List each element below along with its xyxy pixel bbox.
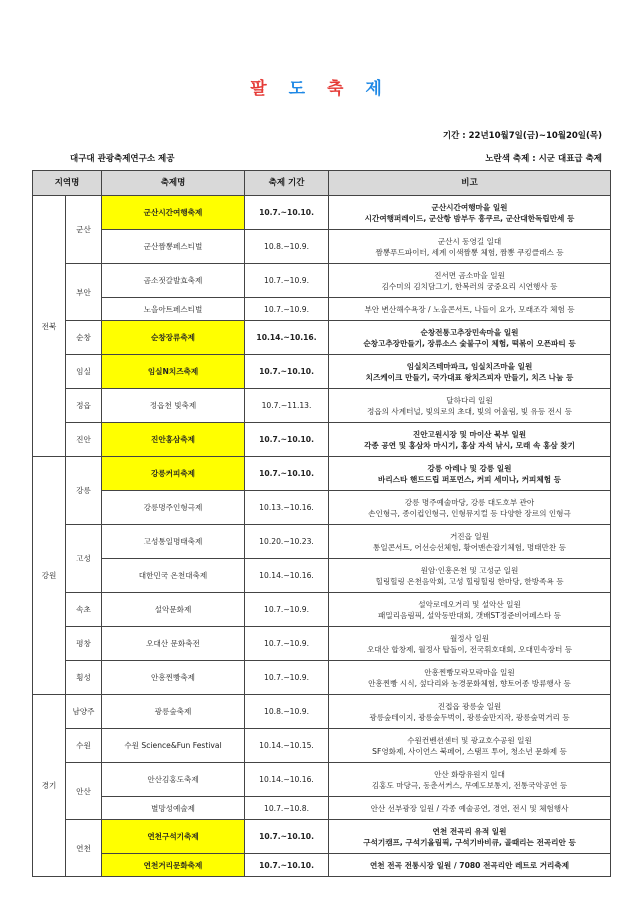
note-line: 강릉 아레나 및 강릉 일원 bbox=[427, 463, 512, 473]
festival-name: 정읍천 빛축제 bbox=[102, 389, 245, 423]
region-cell: 전북 bbox=[33, 196, 66, 457]
festival-name: 진안홍삼축제 bbox=[102, 423, 245, 457]
festival-note bbox=[329, 321, 611, 355]
festival-date: 10.7.~10.10. bbox=[245, 457, 329, 491]
city-cell: 순창 bbox=[66, 321, 102, 355]
table-row bbox=[33, 525, 611, 559]
title-char: 팔 bbox=[250, 79, 275, 99]
festival-note bbox=[329, 423, 611, 457]
note-line: 진안고원시장 및 마이산 북부 일원 bbox=[412, 429, 527, 439]
city-cell: 횡성 bbox=[66, 661, 102, 695]
festival-name: 고성통일명태축제 bbox=[102, 525, 245, 559]
festival-date: 10.14.~10.16. bbox=[245, 763, 329, 797]
festival-date: 10.7.~10.9. bbox=[245, 264, 329, 298]
note-line: 순창고추장만들기, 장류소스 숯불구이 체험, 떡볶이 오픈파티 등 bbox=[363, 338, 576, 348]
city-cell: 진안 bbox=[66, 423, 102, 457]
note-line: 순창전통고추장민속마을 일원 bbox=[420, 327, 519, 337]
festival-name: 군산시간여행축제 bbox=[102, 196, 245, 230]
festival-note bbox=[329, 298, 611, 321]
city-cell: 속초 bbox=[66, 593, 102, 627]
note-line: 군산시간여행마을 일원 bbox=[431, 202, 508, 212]
festival-note bbox=[329, 797, 611, 820]
note-line: 월정사 일원 bbox=[449, 633, 490, 643]
festival-name: 연천거리문화축제 bbox=[102, 854, 245, 877]
festival-name: 대한민국 온천대축제 bbox=[102, 559, 245, 593]
festival-date: 10.7.~10.9. bbox=[245, 298, 329, 321]
city-cell: 정읍 bbox=[66, 389, 102, 423]
festival-note bbox=[329, 763, 611, 797]
festival-date: 10.7.~10.9. bbox=[245, 593, 329, 627]
festival-note bbox=[329, 661, 611, 695]
note-line: 김홍도 마당극, 동춘서커스, 무예도보통지, 전통국악공연 등 bbox=[371, 780, 568, 790]
festival-name: 안흥찐빵축제 bbox=[102, 661, 245, 695]
festival-date: 10.7.~10.10. bbox=[245, 423, 329, 457]
note-line: 시간여행퍼레이드, 군산항 밤부두 흥쿠르, 군산대한독립만세 등 bbox=[364, 213, 575, 223]
festival-date: 10.7.~10.9. bbox=[245, 661, 329, 695]
festival-date: 10.13.~10.16. bbox=[245, 491, 329, 525]
note-line: 거진읍 일원 bbox=[449, 531, 490, 541]
festival-date: 10.14.~10.16. bbox=[245, 321, 329, 355]
header-date: 축제 기간 bbox=[245, 171, 329, 196]
festival-note bbox=[329, 729, 611, 763]
table-row bbox=[33, 797, 611, 820]
note-line: 짬뽕푸드파이터, 세계 이색짬뽕 체험, 짬뽕 쿠킹클래스 등 bbox=[375, 247, 564, 257]
table-row bbox=[33, 491, 611, 525]
festival-name: 설악문화제 bbox=[102, 593, 245, 627]
festival-name: 별망성예술제 bbox=[102, 797, 245, 820]
note-line: 힐링힐링 온천음악회, 고성 힐링힐링 한마당, 한방족욕 등 bbox=[375, 576, 564, 586]
table-row bbox=[33, 763, 611, 797]
note-line: 안흥찐빵 시식, 섶다리와 농경문화체험, 향토어종 방류행사 등 bbox=[368, 678, 571, 688]
note-line: 바리스타 핸드드립 퍼포먼스, 커피 세미나, 커피체험 등 bbox=[378, 474, 562, 484]
note-line: 통일콘서트, 어선승선체험, 황어맨손잡기체험, 명태만찬 등 bbox=[373, 542, 566, 552]
festival-name: 광릉숲축제 bbox=[102, 695, 245, 729]
table-row bbox=[33, 457, 611, 491]
city-cell: 임실 bbox=[66, 355, 102, 389]
header-note: 비고 bbox=[329, 171, 611, 196]
festival-name: 노을아트페스티벌 bbox=[102, 298, 245, 321]
festival-name: 강릉명주인형극제 bbox=[102, 491, 245, 525]
table-row bbox=[33, 593, 611, 627]
table-row bbox=[33, 321, 611, 355]
festival-date: 10.14.~10.16. bbox=[245, 559, 329, 593]
festival-note bbox=[329, 820, 611, 854]
note-line: 군산시 동영길 일대 bbox=[437, 236, 502, 246]
city-cell: 안산 bbox=[66, 763, 102, 820]
city-cell: 군산 bbox=[66, 196, 102, 264]
festival-name: 순창장류축제 bbox=[102, 321, 245, 355]
table-row bbox=[33, 230, 611, 264]
table-row bbox=[33, 298, 611, 321]
festival-name: 오대산 문화축전 bbox=[102, 627, 245, 661]
table-row bbox=[33, 695, 611, 729]
note-line: 연천 전곡리 유적 일원 bbox=[432, 826, 507, 836]
festival-name: 수원 Science&Fun Festival bbox=[102, 729, 245, 763]
festival-date: 10.8.~10.9. bbox=[245, 230, 329, 264]
table-row bbox=[33, 389, 611, 423]
festival-note bbox=[329, 854, 611, 877]
festival-note bbox=[329, 695, 611, 729]
note-line: 오대산 합창제, 월정사 탑돌이, 전국휘호대회, 오대민속장터 등 bbox=[366, 644, 573, 654]
festival-note bbox=[329, 196, 611, 230]
festival-date: 10.7.~10.10. bbox=[245, 355, 329, 389]
table-row bbox=[33, 559, 611, 593]
header-festival: 축제명 bbox=[102, 171, 245, 196]
table-row bbox=[33, 729, 611, 763]
festival-date: 10.7.~10.10. bbox=[245, 820, 329, 854]
festival-date: 10.14.~10.15. bbox=[245, 729, 329, 763]
city-cell: 고성 bbox=[66, 525, 102, 593]
note-line: 안산 선부광장 일원 / 각종 예술공연, 경연, 전시 및 체험행사 bbox=[370, 803, 569, 813]
table-row bbox=[33, 854, 611, 877]
note-line: 구석기캠프, 구석기올림픽, 구석기바비큐, 골때리는 전곡리안 등 bbox=[363, 837, 576, 847]
note-line: 각종 공연 및 홍삼차 마시기, 홍삼 자석 낚시, 모래 속 홍삼 찾기 bbox=[364, 440, 575, 450]
festival-note bbox=[329, 355, 611, 389]
note-line: 정읍의 사계터널, 빛의로의 초대, 빛의 어울림, 빛 유등 전시 등 bbox=[367, 406, 573, 416]
note-line: SF영화제, 사이언스 북페어, 스탬프 투어, 청소년 문화제 등 bbox=[372, 746, 567, 756]
note-line: 김수미의 김치담그기, 한복러의 궁중요리 시연행사 등 bbox=[381, 281, 558, 291]
festival-name: 군산짬뽕페스티벌 bbox=[102, 230, 245, 264]
festival-note bbox=[329, 389, 611, 423]
note-line: 광릉숲테이지, 광릉숲두벅이, 광릉숲만지작, 광릉숲먹거리 등 bbox=[369, 712, 570, 722]
festival-date: 10.7.~10.10. bbox=[245, 196, 329, 230]
festival-date: 10.7.~10.9. bbox=[245, 627, 329, 661]
note-line: 부안 변산해수욕장 / 노을콘서트, 나들이 요가, 모래조각 체험 등 bbox=[364, 304, 575, 314]
festival-date: 10.7.~11.13. bbox=[245, 389, 329, 423]
festival-note bbox=[329, 230, 611, 264]
city-cell: 남양주 bbox=[66, 695, 102, 729]
title-char: 도 bbox=[288, 79, 314, 99]
note-line: 연천 전곡 전통시장 일원 / 7080 전곡리안 레트로 거리축제 bbox=[369, 860, 570, 870]
note-line: 설악로데오거리 및 설악산 일원 bbox=[418, 599, 521, 609]
festival-name: 임실N치즈축제 bbox=[102, 355, 245, 389]
city-cell: 평창 bbox=[66, 627, 102, 661]
table-row bbox=[33, 423, 611, 457]
note-line: 임실치즈테마파크, 임실치즈마을 일원 bbox=[406, 361, 533, 371]
festival-table bbox=[32, 170, 611, 877]
festival-date: 10.7.~10.8. bbox=[245, 797, 329, 820]
festival-name: 강릉커피축제 bbox=[102, 457, 245, 491]
note-line: 달하다리 일원 bbox=[446, 395, 493, 405]
city-cell: 부안 bbox=[66, 264, 102, 321]
festival-date: 10.7.~10.10. bbox=[245, 854, 329, 877]
note-line: 진서면 곰소마을 일원 bbox=[434, 270, 505, 280]
table-row bbox=[33, 196, 611, 230]
region-cell: 강원 bbox=[33, 457, 66, 695]
festival-note bbox=[329, 525, 611, 559]
note-line: 치즈케이크 만들기, 국가대표 왕치즈피자 만들기, 치즈 나눔 등 bbox=[365, 372, 574, 382]
note-line: 진접읍 광릉숲 일원 bbox=[437, 701, 502, 711]
festival-date: 10.20.~10.23. bbox=[245, 525, 329, 559]
festival-period: 기간 : 22년10월7일(금)~10월20일(목) bbox=[442, 131, 602, 141]
page-title bbox=[0, 74, 640, 99]
festival-name: 곰소젓갈발효축제 bbox=[102, 264, 245, 298]
highlight-notice: 노란색 축제 : 시군 대표급 축제 bbox=[485, 154, 602, 164]
festival-note bbox=[329, 559, 611, 593]
table-row bbox=[33, 355, 611, 389]
festival-note bbox=[329, 593, 611, 627]
festival-note bbox=[329, 264, 611, 298]
festival-name: 안산김홍도축제 bbox=[102, 763, 245, 797]
region-cell: 경기 bbox=[33, 695, 66, 877]
note-line: 원암·인흥온천 및 고성군 일원 bbox=[420, 565, 519, 575]
table-header-row bbox=[33, 171, 611, 196]
festival-date: 10.8.~10.9. bbox=[245, 695, 329, 729]
city-cell: 강릉 bbox=[66, 457, 102, 525]
title-char: 제 bbox=[365, 79, 390, 99]
table-row bbox=[33, 820, 611, 854]
city-cell: 수원 bbox=[66, 729, 102, 763]
festival-note bbox=[329, 491, 611, 525]
note-line: 안흥찐빵모락모락마을 일원 bbox=[424, 667, 515, 677]
provider-credit: 대구대 관광축제연구소 제공 bbox=[70, 154, 175, 164]
title-char: 축 bbox=[326, 79, 352, 99]
festival-note bbox=[329, 627, 611, 661]
note-line: 패밀리음림픽, 설악동반대회, 갯배ST정준비어페스타 등 bbox=[378, 610, 561, 620]
table-row bbox=[33, 264, 611, 298]
table-row bbox=[33, 661, 611, 695]
note-line: 안산 화랑유원지 일대 bbox=[434, 769, 505, 779]
table-row bbox=[33, 627, 611, 661]
festival-note bbox=[329, 457, 611, 491]
note-line: 강릉 명주예술마당, 강릉 대도호부 관아 bbox=[404, 497, 535, 507]
note-line: 손인형극, 종이컵인형극, 인형뮤지컬 등 다양한 장르의 인형극 bbox=[368, 508, 571, 518]
city-cell: 연천 bbox=[66, 820, 102, 877]
festival-name: 연천구석기축제 bbox=[102, 820, 245, 854]
note-line: 수원컨벤션센터 및 광교호수공원 일원 bbox=[407, 735, 532, 745]
header-region: 지역명 bbox=[33, 171, 102, 196]
